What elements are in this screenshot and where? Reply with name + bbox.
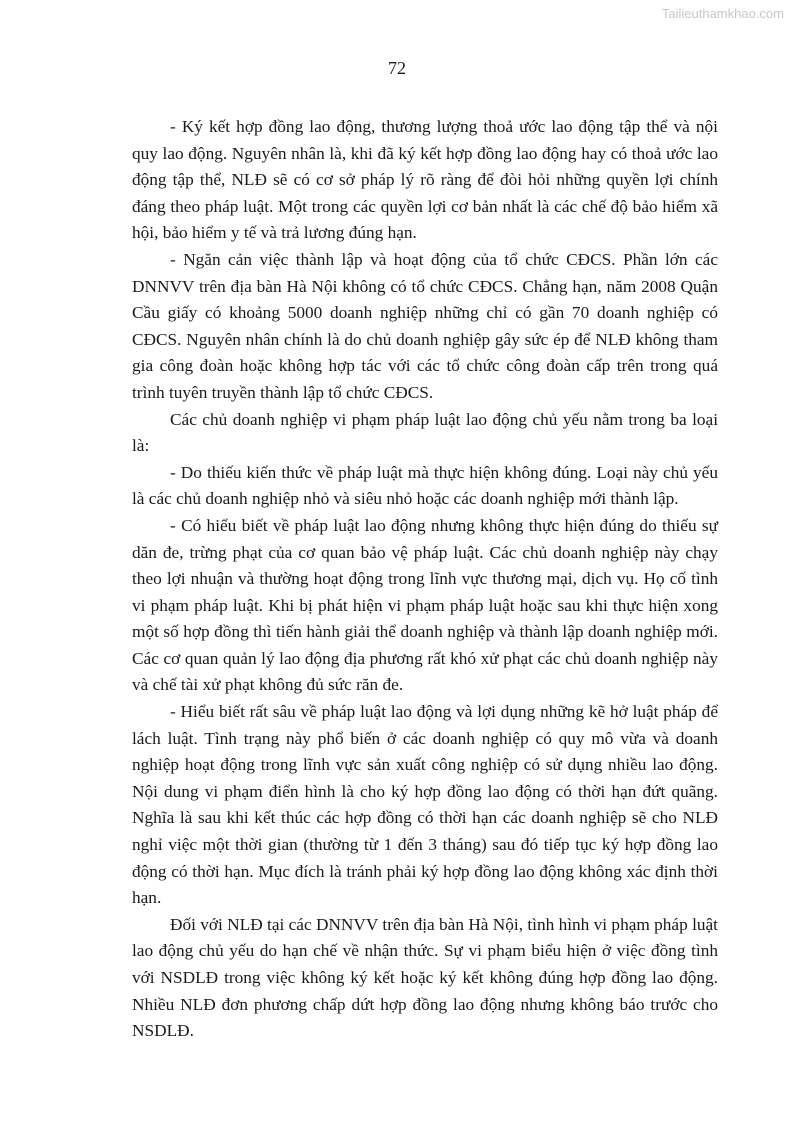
paragraph-loophole-exploitation: - Hiểu biết rất sâu về pháp luật lao động và lợi dụng những kẽ hở luật pháp để lách luật. Tình trạng này phổ biến ở các doanh nghiệp có quy mô vừa và doanh nghiệp hoạt động trong lĩnh vực sản xuất công nghiệp có sử dụng nhiều lao động. Nội dung vi phạm điển hình là cho ký hợp đồng lao động có thời hạn đứt quãng. Nghĩa là sau khi kết thúc các hợp đồng có thời hạn các doanh nghiệp sẽ cho NLĐ nghỉ việc một thời gian (thường từ 1 đến 3 tháng) sau đó tiếp tục ký hợp đồng lao động có thời hạn. Mục đích là tránh phải ký hợp đồng lao động không xác định thời hạn. [132,702,718,908]
paragraph-lack-of-knowledge: - Do thiếu kiến thức về pháp luật mà thực hiện không đúng. Loại này chủ yếu là các chủ doanh nghiệp nhỏ và siêu nhỏ hoặc các doanh nghiệp mới thành lập. [132,462,718,509]
document-body [132,114,718,1045]
paragraph-worker-violations: Đối với NLĐ tại các DNNVV trên địa bàn Hà Nội, tình hình vi phạm pháp luật lao động chủ yếu do hạn chế về nhận thức. Sự vi phạm biểu hiện ở việc đồng tình với NSDLĐ trong việc không ký kết hoặc ký kết không đúng hợp đồng lao động. Nhiều NLĐ đơn phương chấp dứt hợp đồng lao động nhưng không báo trước cho NSDLĐ. [132,914,718,1041]
paragraph-deliberate-violation: - Có hiểu biết về pháp luật lao động nhưng không thực hiện đúng do thiếu sự dăn đe, trừng phạt của cơ quan bảo vệ pháp luật. Các chủ doanh nghiệp này chạy theo lợi nhuận và thường hoạt động trong lĩnh vực thương mại, dịch vụ. Họ cố tình vi phạm pháp luật. Khi bị phát hiện vi phạm pháp luật hoặc sau khi thực hiện xong một số hợp đồng thì tiến hành giải thể doanh nghiệp và thành lập doanh nghiệp mới. Các cơ quan quản lý lao động địa phương rất khó xử phạt các chủ doanh nghiệp này và chế tài xử phạt không đủ sức răn đe. [132,515,718,695]
page-number: 72 [388,58,406,78]
watermark-text: Tailieuthamkhao.com [661,6,784,21]
paragraph-employer-types-intro: Các chủ doanh nghiệp vi phạm pháp luật lao động chủ yếu nằm trong ba loại là: [132,409,718,456]
paragraph-contract-signing: - Ký kết hợp đồng lao động, thương lượng thoả ước lao động tập thể và nội quy lao động. Nguyên nhân là, khi đã ký kết hợp đồng lao động hay có thoả ước lao động tập thể, NLĐ sẽ có cơ sở pháp lý rõ ràng để đòi hỏi những quyền lợi chính đáng theo pháp luật. Một trong các quyền lợi cơ bản nhất là các chế độ bảo hiểm xã hội, bảo hiểm y tế và trả lương đúng hạn. [132,117,718,243]
paragraph-union-obstruction: - Ngăn cản việc thành lập và hoạt động của tổ chức CĐCS. Phần lớn các DNNVV trên địa bàn Hà Nội không có tổ chức CĐCS. Chẳng hạn, năm 2008 Quận Cầu giấy có khoảng 5000 doanh nghiệp những chỉ có gần 70 doanh nghiệp có CĐCS. Nguyên nhân chính là do chủ doanh nghiệp gây sức ép để NLĐ không tham gia công đoàn hoặc không hợp tác với các tổ chức công đoàn cấp trên trong quá trình tuyên truyền thành lập tổ chức CĐCS. [132,249,718,402]
